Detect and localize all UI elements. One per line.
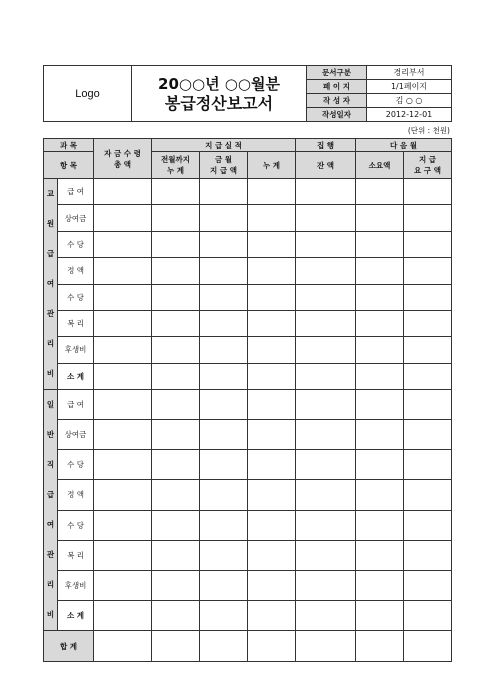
fund-header-top: 자 금 수 령 — [104, 148, 141, 158]
month-header-top: 금 월 — [214, 155, 233, 164]
table-cell[interactable] — [152, 337, 200, 363]
table-cell[interactable] — [200, 231, 248, 257]
subtotal-label: 소 계 — [58, 363, 94, 389]
table-cell[interactable] — [152, 510, 200, 540]
group-label-char: 리 — [46, 339, 55, 348]
table-cell[interactable] — [94, 363, 152, 389]
table-cell[interactable] — [404, 337, 452, 363]
fund-total-header — [94, 139, 152, 179]
table-cell[interactable] — [248, 231, 296, 257]
table-cell[interactable] — [356, 337, 404, 363]
table-cell[interactable] — [152, 284, 200, 310]
prev-header-bottom: 누 계 — [166, 166, 185, 175]
table-cell[interactable] — [94, 420, 152, 450]
table-cell[interactable] — [404, 310, 452, 336]
table-row — [44, 179, 452, 205]
table-cell[interactable] — [356, 284, 404, 310]
item-label: 상여금 — [58, 420, 94, 450]
table-cell[interactable] — [200, 205, 248, 231]
table-cell[interactable] — [296, 450, 356, 480]
table-cell[interactable] — [248, 631, 296, 662]
document-title — [132, 66, 307, 122]
group-label-char: 직 — [46, 460, 55, 469]
table-cell[interactable] — [152, 310, 200, 336]
table-cell[interactable] — [356, 231, 404, 257]
table-cell[interactable] — [296, 284, 356, 310]
table-row — [44, 284, 452, 310]
table-cell[interactable] — [356, 510, 404, 540]
table-cell[interactable] — [152, 600, 200, 630]
table-cell[interactable] — [94, 540, 152, 570]
item-label: 수 당 — [58, 510, 94, 540]
title-line-2: 봉급정산보고서 — [164, 93, 274, 113]
group-label-char: 관 — [46, 550, 55, 559]
table-cell[interactable] — [152, 179, 200, 205]
category-header: 과 목 — [44, 139, 94, 152]
table-cell[interactable] — [248, 179, 296, 205]
table-cell[interactable] — [356, 480, 404, 510]
request-header — [404, 152, 452, 179]
info-value: 2012-12-01 — [367, 108, 452, 122]
table-cell[interactable] — [296, 420, 356, 450]
table-cell[interactable] — [152, 450, 200, 480]
item-label: 수 당 — [58, 284, 94, 310]
settlement-table — [43, 138, 452, 662]
table-row — [44, 231, 452, 257]
table-cell[interactable] — [94, 480, 152, 510]
table-cell[interactable] — [404, 631, 452, 662]
fund-header-bottom: 총 액 — [113, 159, 132, 169]
table-cell[interactable] — [248, 540, 296, 570]
this-month-header — [200, 152, 248, 179]
prev-cumulative-header — [152, 152, 200, 179]
table-cell[interactable] — [296, 179, 356, 205]
item-label: 급 여 — [58, 390, 94, 420]
table-cell[interactable] — [356, 390, 404, 420]
info-label: 작 성 자 — [307, 94, 367, 108]
table-cell[interactable] — [248, 310, 296, 336]
table-cell[interactable] — [200, 600, 248, 630]
table-cell[interactable] — [248, 337, 296, 363]
table-cell[interactable] — [404, 231, 452, 257]
info-label: 문서구분 — [307, 66, 367, 80]
table-cell[interactable] — [152, 540, 200, 570]
info-label: 페 이 지 — [307, 80, 367, 94]
table-cell[interactable] — [356, 631, 404, 662]
table-cell[interactable] — [356, 205, 404, 231]
item-label: 수 당 — [58, 231, 94, 257]
table-cell[interactable] — [296, 570, 356, 600]
table-cell[interactable] — [200, 363, 248, 389]
table-cell[interactable] — [94, 231, 152, 257]
item-label: 복 리 — [58, 310, 94, 336]
item-header: 항 목 — [44, 152, 94, 179]
item-label: 정 액 — [58, 258, 94, 284]
item-label: 복 리 — [58, 540, 94, 570]
table-cell[interactable] — [404, 284, 452, 310]
table-cell[interactable] — [404, 258, 452, 284]
group-label — [44, 390, 58, 631]
group-label-char: 관 — [46, 309, 55, 318]
table-cell[interactable] — [356, 258, 404, 284]
table-row — [44, 540, 452, 570]
prev-header-top: 전월까지 — [161, 155, 190, 164]
table-cell[interactable] — [94, 600, 152, 630]
total-row — [44, 631, 452, 662]
table-cell[interactable] — [404, 510, 452, 540]
table-cell[interactable] — [200, 258, 248, 284]
next-month-header: 다 음 월 — [356, 139, 452, 152]
table-cell[interactable] — [404, 420, 452, 450]
table-cell[interactable] — [296, 231, 356, 257]
table-cell[interactable] — [94, 510, 152, 540]
table-cell[interactable] — [152, 258, 200, 284]
table-cell[interactable] — [356, 420, 404, 450]
table-cell[interactable] — [296, 480, 356, 510]
table-cell[interactable] — [296, 310, 356, 336]
table-row — [44, 450, 452, 480]
table-cell[interactable] — [404, 205, 452, 231]
group-label-char: 원 — [46, 219, 55, 228]
item-label: 상여금 — [58, 205, 94, 231]
group-label-char: 비 — [46, 610, 55, 619]
table-cell[interactable] — [200, 570, 248, 600]
group-label-char: 여 — [46, 279, 55, 288]
need-header: 소요액 — [356, 152, 404, 179]
info-value: 경리부서 — [367, 66, 452, 80]
table-cell[interactable] — [200, 540, 248, 570]
table-cell[interactable] — [152, 205, 200, 231]
cumulative-header: 누 계 — [248, 152, 296, 179]
execution-balance-header: 잔 액 — [296, 152, 356, 179]
table-cell[interactable] — [356, 540, 404, 570]
info-value: 1/1페이지 — [367, 80, 452, 94]
item-label: 수 당 — [58, 450, 94, 480]
subtotal-row — [44, 600, 452, 630]
table-cell[interactable] — [200, 337, 248, 363]
item-label: 후생비 — [58, 570, 94, 600]
month-header-bottom: 지 급 액 — [210, 166, 237, 175]
group-label-char: 여 — [46, 520, 55, 529]
table-cell[interactable] — [404, 450, 452, 480]
table-cell[interactable] — [200, 284, 248, 310]
table-cell[interactable] — [356, 570, 404, 600]
table-cell[interactable] — [296, 390, 356, 420]
table-cell[interactable] — [248, 570, 296, 600]
table-cell[interactable] — [94, 179, 152, 205]
table-cell[interactable] — [404, 600, 452, 630]
table-cell[interactable] — [152, 631, 200, 662]
table-cell[interactable] — [296, 540, 356, 570]
group-label — [44, 179, 58, 390]
table-cell[interactable] — [356, 179, 404, 205]
table-cell[interactable] — [296, 337, 356, 363]
item-label: 후생비 — [58, 337, 94, 363]
request-header-top: 지 급 — [418, 155, 437, 164]
table-row — [44, 390, 452, 420]
table-cell[interactable] — [200, 390, 248, 420]
table-cell[interactable] — [152, 480, 200, 510]
table-cell[interactable] — [248, 420, 296, 450]
table-cell[interactable] — [356, 450, 404, 480]
document-header — [43, 65, 452, 122]
table-cell[interactable] — [248, 363, 296, 389]
table-row — [44, 205, 452, 231]
subtotal-label: 소 계 — [58, 600, 94, 630]
group-label-char: 리 — [46, 580, 55, 589]
table-cell[interactable] — [152, 570, 200, 600]
table-cell[interactable] — [94, 310, 152, 336]
table-cell[interactable] — [94, 337, 152, 363]
table-cell[interactable] — [404, 570, 452, 600]
table-cell[interactable] — [356, 600, 404, 630]
table-row — [44, 570, 452, 600]
table-cell[interactable] — [200, 480, 248, 510]
table-cell[interactable] — [296, 510, 356, 540]
table-cell[interactable] — [200, 310, 248, 336]
group-label-char: 급 — [46, 490, 55, 499]
unit-note: (단위 : 천원) — [407, 126, 450, 135]
item-label: 정 액 — [58, 480, 94, 510]
table-cell[interactable] — [94, 450, 152, 480]
table-cell[interactable] — [404, 363, 452, 389]
table-cell[interactable] — [200, 420, 248, 450]
table-cell[interactable] — [248, 205, 296, 231]
table-cell[interactable] — [296, 600, 356, 630]
table-cell[interactable] — [356, 363, 404, 389]
group-label-char: 일 — [46, 400, 55, 409]
table-cell[interactable] — [94, 258, 152, 284]
table-cell[interactable] — [94, 205, 152, 231]
table-row — [44, 310, 452, 336]
table-row — [44, 337, 452, 363]
item-label: 급 여 — [58, 179, 94, 205]
table-cell[interactable] — [404, 179, 452, 205]
subtotal-row — [44, 363, 452, 389]
table-row — [44, 510, 452, 540]
table-cell[interactable] — [296, 258, 356, 284]
table-cell[interactable] — [248, 284, 296, 310]
table-cell[interactable] — [296, 205, 356, 231]
table-cell[interactable] — [404, 390, 452, 420]
group-label-char: 비 — [46, 369, 55, 378]
table-cell[interactable] — [200, 631, 248, 662]
payment-header: 지 급 실 적 — [152, 139, 296, 152]
table-cell[interactable] — [296, 631, 356, 662]
table-cell[interactable] — [152, 231, 200, 257]
group-label-char: 반 — [46, 430, 55, 439]
execution-header-top: 집 행 — [296, 139, 356, 152]
total-label: 합 계 — [44, 631, 94, 662]
table-cell[interactable] — [200, 450, 248, 480]
table-cell[interactable] — [200, 179, 248, 205]
table-cell[interactable] — [152, 363, 200, 389]
table-cell[interactable] — [248, 390, 296, 420]
table-row — [44, 480, 452, 510]
table-cell[interactable] — [404, 540, 452, 570]
table-cell[interactable] — [248, 480, 296, 510]
table-row — [44, 420, 452, 450]
table-cell[interactable] — [356, 310, 404, 336]
info-value: 김 ○ ○ — [367, 94, 452, 108]
request-header-bottom: 요 구 액 — [414, 166, 441, 175]
table-cell[interactable] — [152, 420, 200, 450]
table-cell[interactable] — [152, 390, 200, 420]
table-cell[interactable] — [248, 510, 296, 540]
info-label: 작성일자 — [307, 108, 367, 122]
table-row — [44, 258, 452, 284]
table-cell[interactable] — [404, 480, 452, 510]
table-cell[interactable] — [248, 450, 296, 480]
table-cell[interactable] — [94, 570, 152, 600]
group-label-char: 교 — [46, 189, 55, 198]
table-cell[interactable] — [94, 390, 152, 420]
table-cell[interactable] — [200, 510, 248, 540]
table-cell[interactable] — [296, 363, 356, 389]
table-cell[interactable] — [248, 258, 296, 284]
title-line-1: 20○○년 ○○월분 — [158, 74, 280, 93]
table-cell[interactable] — [94, 631, 152, 662]
group-label-char: 급 — [46, 249, 55, 258]
table-cell[interactable] — [248, 600, 296, 630]
table-cell[interactable] — [94, 284, 152, 310]
logo: Logo — [44, 66, 132, 122]
